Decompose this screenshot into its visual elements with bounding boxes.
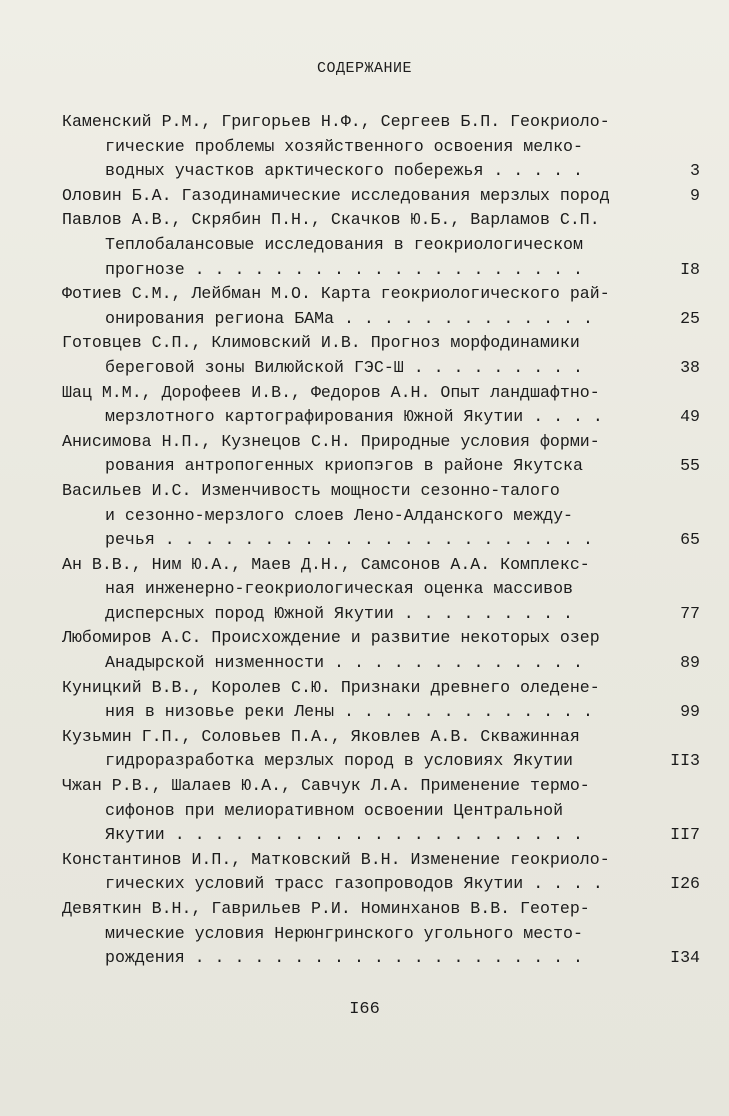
toc-entry <box>0 282 729 331</box>
toc-entry-line <box>0 159 729 184</box>
toc-entry-line-first <box>0 184 729 209</box>
page-title: СОДЕРЖАНИЕ <box>316 60 412 77</box>
toc-entry-page-number: II7 <box>670 825 700 845</box>
toc-entry-line-first <box>0 848 729 873</box>
toc-entry-page-number: 89 <box>680 653 700 673</box>
toc-entry-line-first <box>0 110 729 135</box>
toc-entry-text: гических условий трасс газопроводов Якутии . . . . <box>105 874 603 894</box>
toc-entry-text: речья . . . . . . . . . . . . . . . . . . . . . . <box>105 530 593 550</box>
toc-entry-text: Фотиев С.М., Лейбман М.О. Карта геокриологического рай- <box>62 284 610 304</box>
toc-entry-text: онирования региона БАМа . . . . . . . . . . . . . <box>105 308 593 328</box>
toc-entry <box>0 725 729 774</box>
toc-entry-page-number: 77 <box>680 603 700 623</box>
toc-entry-text: Павлов А.В., Скрябин П.Н., Скачков Ю.Б., Варламов С.П. <box>62 210 600 230</box>
toc-entry-line <box>0 872 729 897</box>
toc-entry-text: рования антропогенных криопэгов в районе Якутска <box>105 456 583 476</box>
toc-entry-text: Кузьмин Г.П., Соловьев П.А., Яковлев А.В. Скважинная <box>62 726 580 746</box>
toc-entry-line <box>0 528 729 553</box>
toc-entry <box>0 676 729 725</box>
toc-entry-page-number: 49 <box>680 407 700 427</box>
toc-entry-text: Васильев И.С. Изменчивость мощности сезонно-талого <box>62 480 560 500</box>
toc-entry-text: Якутии . . . . . . . . . . . . . . . . . . . . . <box>105 825 583 845</box>
toc-entry <box>0 553 729 627</box>
toc-entry-page-number: 25 <box>680 308 700 328</box>
toc-entry-line-first <box>0 331 729 356</box>
toc-entry-line <box>0 946 729 971</box>
toc-entry-text: прогнозе . . . . . . . . . . . . . . . . . . . . <box>105 259 583 279</box>
toc-entry <box>0 184 729 209</box>
toc-entry-line-first <box>0 208 729 233</box>
toc-entry-line <box>0 135 729 160</box>
toc-entry-text: Оловин Б.А. Газодинамические исследования мерзлых пород <box>62 185 610 205</box>
toc-entry <box>0 430 729 479</box>
toc-entry-line-first <box>0 774 729 799</box>
toc-entry-text: Девяткин В.Н., Гаврильев Р.И. Номинханов В.В. Геотер- <box>62 899 590 918</box>
toc-entry-text: водных участков арктического побережья . . . . . <box>105 161 583 181</box>
toc-entry-page-number: 3 <box>690 161 700 181</box>
toc-entry <box>0 774 729 848</box>
toc-entry-line <box>0 405 729 430</box>
toc-entry <box>0 381 729 430</box>
toc-entry-line-first <box>0 381 729 406</box>
toc-entry-text: ния в низовье реки Лены . . . . . . . . . . . . . <box>105 702 593 722</box>
toc-entry-line-first <box>0 282 729 307</box>
toc-entry-text: Ан В.В., Ним Ю.А., Маев Д.Н., Самсонов А.А. Комплекс- <box>62 554 590 574</box>
toc-entry-line-first <box>0 479 729 504</box>
toc-entry-line <box>0 700 729 725</box>
toc-entry-line <box>0 233 729 258</box>
toc-entry <box>0 110 729 184</box>
toc-entry-line <box>0 356 729 381</box>
toc-entry-text: Константинов И.П., Матковский В.Н. Изменение геокриоло- <box>62 849 610 869</box>
toc-entry <box>0 331 729 380</box>
toc-entry-line <box>0 258 729 283</box>
toc-entry-line-first <box>0 897 729 922</box>
toc-entry-text: Готовцев С.П., Климовский И.В. Прогноз морфодинамики <box>62 333 580 353</box>
toc-entry-line <box>0 799 729 824</box>
toc-entry-page-number: 9 <box>690 185 700 205</box>
toc-entry-page-number: I8 <box>680 259 700 279</box>
toc-entry-text: береговой зоны Вилюйской ГЭС-Ш . . . . . . . . . <box>105 357 583 377</box>
toc-entry <box>0 897 729 971</box>
toc-entry-text: мерзлотного картографирования Южной Якутии . . . . <box>105 407 603 427</box>
toc-entry-text: Чжан Р.В., Шалаев Ю.А., Савчук Л.А. Применение термо- <box>62 776 590 796</box>
page-number-footer: I66 <box>349 1000 380 1019</box>
toc-entry-line <box>0 749 729 774</box>
toc-entry-line <box>0 823 729 848</box>
toc-entry-text: Шац М.М., Дорофеев И.В., Федоров А.Н. Опыт ландшафтно- <box>62 382 600 402</box>
toc-entry-line-first <box>0 553 729 578</box>
toc-entry-page-number: 55 <box>680 456 700 476</box>
toc-entry-page-number: I26 <box>670 874 700 894</box>
toc-entry-text: дисперсных пород Южной Якутии . . . . . . . . . <box>105 603 574 623</box>
toc-entry-text: Анисимова Н.П., Кузнецов С.Н. Природные условия форми- <box>62 431 600 451</box>
toc-entry-line <box>0 602 729 627</box>
toc-entry-line <box>0 922 729 947</box>
toc-entry-page-number: II3 <box>670 751 700 771</box>
toc-entry-text: гические проблемы хозяйственного освоения мелко- <box>105 136 583 156</box>
toc-entry-page-number: 65 <box>680 530 700 550</box>
toc-entry-text: Любомиров А.С. Происхождение и развитие некоторых озер <box>62 628 600 648</box>
toc-entry-text: ная инженерно-геокриологическая оценка массивов <box>105 579 574 599</box>
toc-entry-text: мические условия Нерюнгринского угольного место- <box>105 923 583 943</box>
toc-entry-page-number: I34 <box>670 948 700 968</box>
toc-entry-text: рождения . . . . . . . . . . . . . . . . . . . . <box>105 948 583 968</box>
toc-entry-text: сифонов при мелиоративном освоении Центральной <box>105 800 564 820</box>
toc-entry <box>0 626 729 675</box>
toc-entry-line <box>0 307 729 332</box>
toc-entry-text: гидроразработка мерзлых пород в условиях Якутии <box>105 751 574 771</box>
toc-entry-line-first <box>0 430 729 455</box>
toc-entry-text: Анадырской низменности . . . . . . . . . . . . . <box>105 653 583 673</box>
toc-entry-text: Каменский Р.М., Григорьев Н.Ф., Сергеев Б.П. Геокриоло- <box>62 112 610 131</box>
toc-entry <box>0 848 729 897</box>
toc-entry-text: Куницкий В.В., Королев С.Ю. Признаки древнего оледене- <box>62 677 600 697</box>
toc-entry-line-first <box>0 626 729 651</box>
table-of-contents <box>0 110 729 971</box>
toc-entry-page-number: 99 <box>680 702 700 722</box>
toc-entry-text: и сезонно-мерзлого слоев Лено-Алданского между- <box>105 505 574 525</box>
toc-entry-line <box>0 577 729 602</box>
toc-entry-page-number: 38 <box>680 357 700 377</box>
toc-entry-line <box>0 454 729 479</box>
toc-entry <box>0 479 729 553</box>
toc-entry <box>0 208 729 282</box>
toc-entry-text: Теплобалансовые исследования в геокриологическом <box>105 234 583 254</box>
toc-entry-line-first <box>0 725 729 750</box>
toc-entry-line <box>0 651 729 676</box>
toc-entry-line <box>0 504 729 529</box>
toc-entry-line-first <box>0 676 729 701</box>
